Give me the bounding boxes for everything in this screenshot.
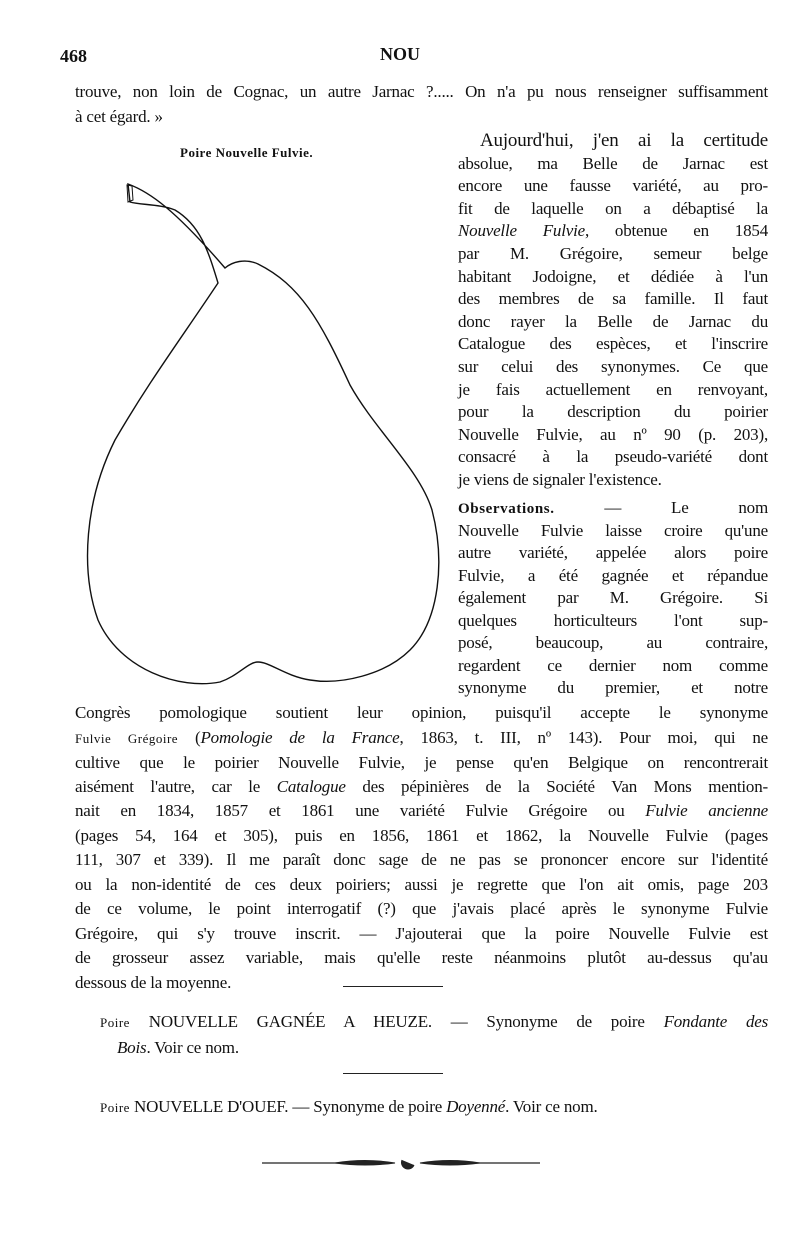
text-line: par M. Grégoire, semeur belge	[458, 244, 768, 263]
intro-line: trouve, non loin de Cognac, un autre Jarnac ?..... On n'a pu nous renseigner suffisamment	[75, 82, 768, 101]
text-line: Congrès pomologique soutient leur opinion, puisqu'il accepte le synonyme	[75, 703, 768, 722]
text-line: Nouvelle Fulvie, obtenue en 1854	[458, 221, 768, 241]
text-line: je viens de signaler l'existence.	[458, 470, 662, 489]
text-line: nait en 1834, 1857 et 1861 une variété Fulvie Grégoire ou Fulvie ancienne	[75, 801, 769, 820]
text-line: posé, beaucoup, au contraire,	[458, 633, 768, 652]
text-line: encore une fausse variété, au pro-	[458, 176, 768, 196]
pear-outline	[88, 184, 439, 684]
ornament-center	[335, 1160, 480, 1169]
text-line: (pages 54, 164 et 305), puis en 1856, 1861 et 1862, la Nouvelle Fulvie (pages	[75, 826, 768, 845]
text-line: consacré à la pseudo-variété dont	[458, 447, 768, 467]
observations-label: Observations.	[458, 501, 555, 517]
text-line: je fais actuellement en renvoyant,	[458, 379, 768, 399]
running-title: NOU	[380, 44, 420, 64]
text-line: fit de laquelle on a débaptisé la	[458, 198, 768, 218]
text-line: Nouvelle Fulvie laisse croire qu'une	[458, 520, 768, 540]
intro-line: à cet égard. »	[75, 107, 163, 126]
text-line: pour la description du poirier	[458, 402, 768, 422]
page-number: 468	[60, 46, 87, 66]
entry-nouvelle-douef: Poire NOUVELLE D'OUEF. — Synonyme de poire Doyenné. Voir ce nom.	[100, 1097, 598, 1116]
text-line: quelques horticulteurs l'ont sup-	[458, 610, 768, 630]
text-line: aisément l'autre, car le Catalogue des pépinières de la Société Van Mons mention-	[75, 777, 768, 796]
entry-continuation: Bois. Voir ce nom.	[117, 1038, 239, 1057]
text-line: Aujourd'hui, j'en ai la certitude	[480, 130, 768, 151]
text-line: absolue, ma Belle de Jarnac est	[458, 153, 768, 173]
text-line: Grégoire, qui s'y trouve inscrit. — J'ajouterai que la poire Nouvelle Fulvie est	[75, 924, 768, 943]
text-line: cultive que le poirier Nouvelle Fulvie, je pense qu'en Belgique on rencontrerait	[75, 753, 768, 772]
separator-rule	[343, 1073, 443, 1074]
text-line: de ce volume, le point interrogatif (?) que j'avais placé après le synonyme Fulvie	[75, 899, 768, 918]
separator-rule	[343, 986, 443, 987]
text-line: donc rayer la Belle de Jarnac du	[458, 311, 768, 331]
text-line: autre variété, appelée alors poire	[458, 543, 768, 562]
text-line: sur celui des synonymes. Ce que	[458, 357, 768, 376]
text-line: 111, 307 et 339). Il me paraît donc sage de ne pas se prononcer encore sur l'identité	[75, 850, 768, 869]
text-line: synonyme du premier, et notre	[458, 678, 768, 697]
text-line: dessous de la moyenne.	[75, 973, 232, 992]
text-line: également par M. Grégoire. Si	[458, 588, 768, 607]
text-line: Fulvie Grégoire (Pomologie de la France, 1863, t. III, nº 143). Pour moi, qui ne	[75, 728, 768, 747]
observations-first-line: Observations. — Le nom	[458, 498, 768, 517]
text-line: habitant Jodoigne, et dédiée à l'un	[458, 266, 768, 286]
text-line: Fulvie, a été gagnée et répandue	[458, 565, 768, 585]
text-line: des membres de sa famille. Il faut	[458, 289, 768, 309]
text-line: regardent ce dernier nom comme	[458, 655, 768, 675]
text-line: Catalogue des espèces, et l'inscrire	[458, 334, 768, 354]
figure-caption: Poire Nouvelle Fulvie.	[180, 145, 314, 160]
entry-nouvelle-gagnee-a-heuze: Poire NOUVELLE GAGNÉE A HEUZE. — Synonyme de poire Fondante des	[100, 1012, 768, 1031]
text-line: ou la non-identité de ces deux poiriers; aussi je regrette que l'on ait omis, page 203	[75, 875, 768, 894]
text-line: de grosseur assez variable, mais qu'elle reste néanmoins plutôt au-dessus qu'au	[75, 948, 768, 967]
text-line: Nouvelle Fulvie, au nº 90 (p. 203),	[458, 424, 768, 444]
